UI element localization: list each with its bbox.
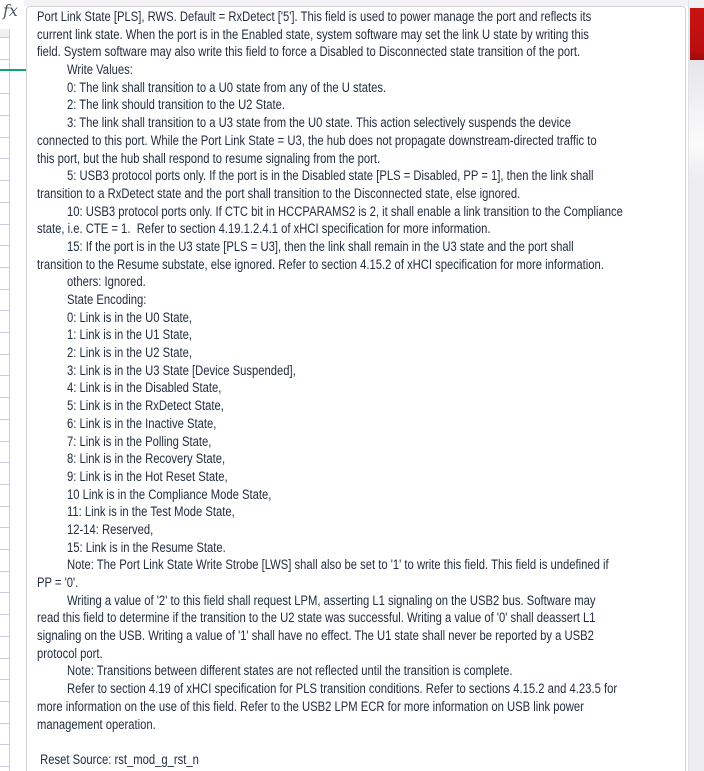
cell-text-line: protocol port.: [37, 645, 103, 661]
formula-input-expanded[interactable]: [26, 6, 686, 771]
cell-text-line: state, i.e. CTE = 1. Refer to section 4.19.1.2.4.1 of xHCI specification for more information.: [37, 221, 491, 237]
cell-text-line: 9: Link is in the Hot Reset State,: [37, 468, 228, 484]
cell-text-line: 2: Link is in the U2 State,: [37, 345, 193, 361]
row-grid-line: [0, 289, 9, 290]
cell-text-line: others: Ignored.: [37, 274, 146, 290]
row-grid-line: [0, 592, 9, 593]
row-grid-line: [0, 93, 9, 94]
row-grid-line: [0, 441, 9, 442]
row-grid-line: [0, 462, 9, 463]
row-grid-line: [0, 180, 9, 181]
row-grid-line: [0, 37, 9, 38]
cell-text-line: read this field to determine if the transition to the U2 state was successful. Writing a value of '0' shall deassert L1: [37, 610, 596, 626]
row-grid-line: [0, 506, 9, 507]
row-grid-line: [0, 614, 9, 615]
sheet-row-edge: [0, 29, 10, 771]
row-grid-line: [0, 332, 9, 333]
cell-text-line: more information on the use of this field. Refer to the USB2 LPM ECR for more information on USB link power: [37, 698, 584, 714]
cell-text-line: Port Link State [PLS], RWS. Default = RxDetect ['5']. This field is used to power manage the port and reflects its: [37, 9, 592, 24]
row-grid-line: [0, 658, 9, 659]
row-grid-line: [0, 766, 9, 767]
cell-text-line: 7: Link is in the Polling State,: [37, 433, 212, 449]
cell-text-line: Write Values:: [37, 62, 133, 78]
cell-text-line: current link state. When the port is in the Enabled state, system software may set the link U state by writing this: [37, 26, 589, 42]
row-grid-line: [0, 310, 9, 311]
scrollbar-track[interactable]: [688, 0, 704, 771]
cell-text-line: Reset Source: rst_mod_g_rst_n: [37, 751, 199, 767]
selected-cell-border: [0, 69, 26, 71]
cell-text-line: 8: Link is in the Recovery State,: [37, 451, 226, 467]
row-grid-line: [0, 115, 9, 116]
function-wizard-icon[interactable]: fx: [3, 1, 18, 20]
cell-text-line: field. System software may also write this field to force a Disabled to Disconnected state transition of the port.: [37, 44, 581, 60]
row-grid-line: [0, 354, 9, 355]
row-grid-line: [0, 527, 9, 528]
row-grid-line: [0, 267, 9, 268]
row-grid-line: [0, 158, 9, 159]
row-grid-line: [0, 744, 9, 745]
row-grid-line: [0, 224, 9, 225]
cell-text-line: signaling on the USB. Writing a value of '1' shall have no effect. The U1 state shall never be reported by a USB2: [37, 628, 594, 644]
cell-text: [37, 8, 686, 769]
row-grid-line: [0, 723, 9, 724]
cell-text-line: transition to a RxDetect state and the port shall transition to the Disconnected state, else ignored.: [37, 185, 521, 201]
cell-text-line: 6: Link is in the Inactive State,: [37, 415, 217, 431]
row-grid-line: [0, 636, 9, 637]
cell-text-line: Refer to section 4.19 of xHCI specification for PLS transition conditions. Refer to sections 4.15.2 and 4.23.5 for: [37, 681, 618, 697]
cell-text-line: 1: Link is in the U1 State,: [37, 327, 193, 343]
cell-text-line: 0: The link shall transition to a U0 state from any of the U states.: [37, 79, 387, 95]
cell-text-line: 0: Link is in the U0 State,: [37, 309, 193, 325]
cell-text-line: 4: Link is in the Disabled State,: [37, 380, 222, 396]
cell-text-line: management operation.: [37, 716, 156, 732]
cell-text-line: 15: If the port is in the U3 state [PLS = U3], then the link shall remain in the U3 state and the port shall: [37, 238, 574, 254]
cell-text-line: 5: USB3 protocol ports only. If the port is in the Disabled state [PLS = Disabled, PP = 1], then the link shall: [37, 168, 594, 184]
row-grid-line: [0, 59, 9, 60]
sheet-corner-cell: [0, 29, 9, 37]
cell-text-line: 3: Link is in the U3 State [Device Suspended],: [37, 362, 296, 378]
row-grid-line: [0, 549, 9, 550]
cell-text-line: Note: The Port Link State Write Strobe [LWS] shall also be set to '1' to write this field. This field is undefined if: [37, 557, 609, 573]
row-grid-line: [0, 245, 9, 246]
cell-text-line: connected to this port. While the Port Link State = U3, the hub does not propagate downstream-directed traffic to: [37, 132, 597, 148]
row-grid-line: [0, 571, 9, 572]
row-grid-line: [0, 202, 9, 203]
cell-text-line: Writing a value of '2' to this field shall request LPM, asserting L1 signaling on the USB2 bus. Software may: [37, 592, 596, 608]
row-grid-line: [0, 375, 9, 376]
row-grid-line: [0, 701, 9, 702]
cell-text-line: 10 Link is in the Compliance Mode State,: [37, 486, 272, 502]
cell-text-line: [37, 733, 686, 751]
cell-text-line: 3: The link shall transition to a U3 state from the U0 state. This action selectively suspends the device: [37, 115, 572, 131]
cell-text-line: 12-14: Reserved,: [37, 521, 154, 537]
cell-text-line: this port, but the hub shall respond to resume signaling from the port.: [37, 150, 381, 166]
row-grid-line: [0, 679, 9, 680]
row-grid-line: [0, 419, 9, 420]
cell-text-line: 15: Link is in the Resume State.: [37, 539, 226, 555]
cell-text-line: transition to the Resume substate, else ignored. Refer to section 4.15.2 of xHCI specification for more information.: [37, 256, 604, 272]
scroll-marker-red[interactable]: [690, 8, 704, 60]
row-grid-line: [0, 484, 9, 485]
row-grid-line: [0, 397, 9, 398]
row-grid-line: [0, 137, 9, 138]
cell-text-line: 10: USB3 protocol ports only. If CTC bit in HCCPARAMS2 is 2, it shall enable a link transition to the Compliance: [37, 203, 623, 219]
cell-text-line: 11: Link is in the Test Mode State,: [37, 504, 235, 520]
cell-text-line: Note: Transitions between different states are not reflected until the transition is complete.: [37, 663, 513, 679]
cell-text-line: PP = '0'.: [37, 575, 79, 590]
cell-text-line: 2: The link should transition to the U2 State.: [37, 97, 285, 113]
cell-text-line: 5: Link is in the RxDetect State,: [37, 398, 224, 414]
cell-text-line: State Encoding:: [37, 292, 147, 307]
